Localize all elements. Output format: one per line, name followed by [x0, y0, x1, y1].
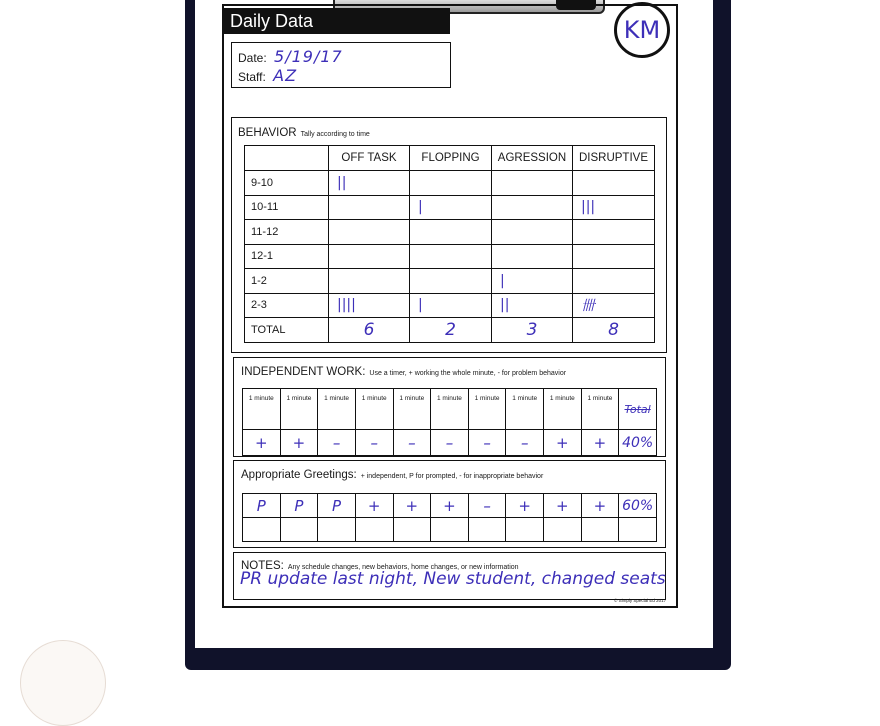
work-total-value[interactable]: 40%	[619, 430, 657, 456]
behavior-col-header: OFF TASK	[329, 146, 410, 171]
greetings-instructions: + independent, P for prompted, - for inappropriate behavior	[360, 473, 544, 480]
date-label: Date:	[238, 51, 267, 65]
behavior-corner	[245, 146, 329, 171]
greetings-heading	[241, 469, 543, 481]
behavior-subtitle: Tally according to time	[300, 131, 370, 138]
independent-work-title: INDEPENDENT WORK:	[241, 366, 366, 378]
greeting-empty-cell[interactable]	[318, 518, 356, 542]
behavior-row	[245, 244, 655, 269]
tally-cell[interactable]	[329, 195, 410, 220]
copyright: © Simply Special Ed 2017	[614, 598, 667, 603]
greeting-empty-cell[interactable]	[393, 518, 431, 542]
tally-cell[interactable]: 卌	[573, 293, 655, 318]
interval-mark-cell[interactable]: –	[318, 430, 356, 456]
tally-cell[interactable]	[573, 244, 655, 269]
greeting-empty-cell[interactable]	[581, 518, 619, 542]
tally-cell[interactable]	[492, 171, 573, 196]
behavior-row	[245, 195, 655, 220]
tally-cell[interactable]	[410, 244, 492, 269]
total-cell[interactable]: 8	[573, 318, 655, 343]
interval-label: 1 minute	[318, 389, 356, 430]
interval-mark-cell[interactable]: +	[243, 430, 281, 456]
greeting-mark-cell[interactable]: +	[544, 494, 582, 518]
greeting-mark-cell[interactable]: +	[581, 494, 619, 518]
interval-label: 1 minute	[280, 389, 318, 430]
tally-cell[interactable]: ||||	[329, 293, 410, 318]
total-cell[interactable]: 3	[492, 318, 573, 343]
greetings-empty-row	[243, 518, 657, 542]
interval-label: 1 minute	[468, 389, 506, 430]
greeting-empty-cell[interactable]	[243, 518, 281, 542]
staff-value: AZ	[273, 66, 298, 85]
interval-label: 1 minute	[431, 389, 469, 430]
time-slot-label: 11-12	[245, 220, 329, 245]
total-label: TOTAL	[245, 318, 329, 343]
behavior-row	[245, 220, 655, 245]
behavior-table	[244, 145, 655, 343]
greeting-mark-cell[interactable]: +	[355, 494, 393, 518]
interval-mark-cell[interactable]: –	[506, 430, 544, 456]
greeting-mark-cell[interactable]: +	[393, 494, 431, 518]
behavior-row	[245, 269, 655, 294]
total-cell[interactable]: 2	[410, 318, 492, 343]
greeting-empty-cell[interactable]	[619, 518, 657, 542]
tally-cell[interactable]: |	[492, 269, 573, 294]
behavior-col-header: DISRUPTIVE	[573, 146, 655, 171]
tally-cell[interactable]: |||	[573, 195, 655, 220]
interval-mark-cell[interactable]: –	[355, 430, 393, 456]
interval-mark-cell[interactable]: +	[280, 430, 318, 456]
behavior-row	[245, 293, 655, 318]
greeting-empty-cell[interactable]	[506, 518, 544, 542]
time-slot-label: 1-2	[245, 269, 329, 294]
behavior-total-row	[245, 318, 655, 343]
time-slot-label: 2-3	[245, 293, 329, 318]
tally-cell[interactable]: ||	[492, 293, 573, 318]
behavior-row	[245, 171, 655, 196]
tally-cell[interactable]	[492, 244, 573, 269]
interval-label: 1 minute	[243, 389, 281, 430]
notes-text[interactable]: PR update last night, New student, changed seats	[240, 569, 666, 589]
logo-badge	[20, 640, 106, 726]
time-slot-label: 10-11	[245, 195, 329, 220]
student-initials: KM	[614, 2, 670, 58]
independent-work-heading	[241, 366, 566, 378]
tally-cell[interactable]	[492, 220, 573, 245]
tally-cell[interactable]: ||	[329, 171, 410, 196]
tally-cell[interactable]	[410, 269, 492, 294]
tally-cell[interactable]	[410, 220, 492, 245]
tally-cell[interactable]	[410, 171, 492, 196]
time-slot-label: 12-1	[245, 244, 329, 269]
greeting-mark-cell[interactable]: –	[468, 494, 506, 518]
tally-cell[interactable]	[329, 269, 410, 294]
interval-label: 1 minute	[393, 389, 431, 430]
behavior-heading	[238, 127, 370, 139]
tally-cell[interactable]	[573, 269, 655, 294]
notes-title: NOTES:	[241, 560, 284, 572]
tally-cell[interactable]	[329, 220, 410, 245]
total-cell[interactable]: 6	[329, 318, 410, 343]
greeting-total-value[interactable]: 60%	[619, 494, 657, 518]
greeting-empty-cell[interactable]	[280, 518, 318, 542]
greeting-empty-cell[interactable]	[355, 518, 393, 542]
work-total-label: Total	[619, 389, 657, 430]
time-slot-label: 9-10	[245, 171, 329, 196]
tally-cell[interactable]: |	[410, 293, 492, 318]
notes-instructions: Any schedule changes, new behaviors, home changes, or new information	[287, 564, 519, 571]
interval-label: 1 minute	[581, 389, 619, 430]
greeting-empty-cell[interactable]	[544, 518, 582, 542]
date-value: 5/19/17	[274, 47, 343, 66]
greeting-mark-cell[interactable]: P	[318, 494, 356, 518]
behavior-col-header: AGRESSION	[492, 146, 573, 171]
interval-mark-cell[interactable]: –	[431, 430, 469, 456]
staff-label: Staff:	[238, 70, 266, 84]
greeting-mark-cell[interactable]: +	[506, 494, 544, 518]
tally-cell[interactable]	[492, 195, 573, 220]
date-staff-box	[231, 42, 451, 88]
greeting-empty-cell[interactable]	[468, 518, 506, 542]
interval-mark-cell[interactable]: –	[393, 430, 431, 456]
greetings-mark-row	[243, 494, 657, 518]
greetings-table	[242, 493, 657, 542]
interval-label: 1 minute	[355, 389, 393, 430]
behavior-col-header: FLOPPING	[410, 146, 492, 171]
interval-mark-cell[interactable]: +	[581, 430, 619, 456]
tally-cell[interactable]	[329, 244, 410, 269]
interval-mark-cell[interactable]: +	[544, 430, 582, 456]
tally-cell[interactable]	[573, 220, 655, 245]
greetings-title: Appropriate Greetings:	[241, 469, 357, 481]
tally-cell[interactable]	[573, 171, 655, 196]
greeting-mark-cell[interactable]: +	[431, 494, 469, 518]
independent-work-table	[242, 388, 657, 456]
behavior-header-row	[245, 146, 655, 171]
greeting-empty-cell[interactable]	[431, 518, 469, 542]
interval-label: 1 minute	[506, 389, 544, 430]
greeting-mark-cell[interactable]: P	[280, 494, 318, 518]
interval-label: 1 minute	[544, 389, 582, 430]
behavior-title: BEHAVIOR	[238, 127, 297, 139]
interval-mark-cell[interactable]: –	[468, 430, 506, 456]
interval-header-row	[243, 389, 657, 430]
form-title: Daily Data	[224, 8, 450, 34]
independent-work-instructions: Use a timer, + working the whole minute, - for problem behavior	[369, 370, 567, 377]
greeting-mark-cell[interactable]: P	[243, 494, 281, 518]
interval-mark-row	[243, 430, 657, 456]
tally-cell[interactable]: |	[410, 195, 492, 220]
